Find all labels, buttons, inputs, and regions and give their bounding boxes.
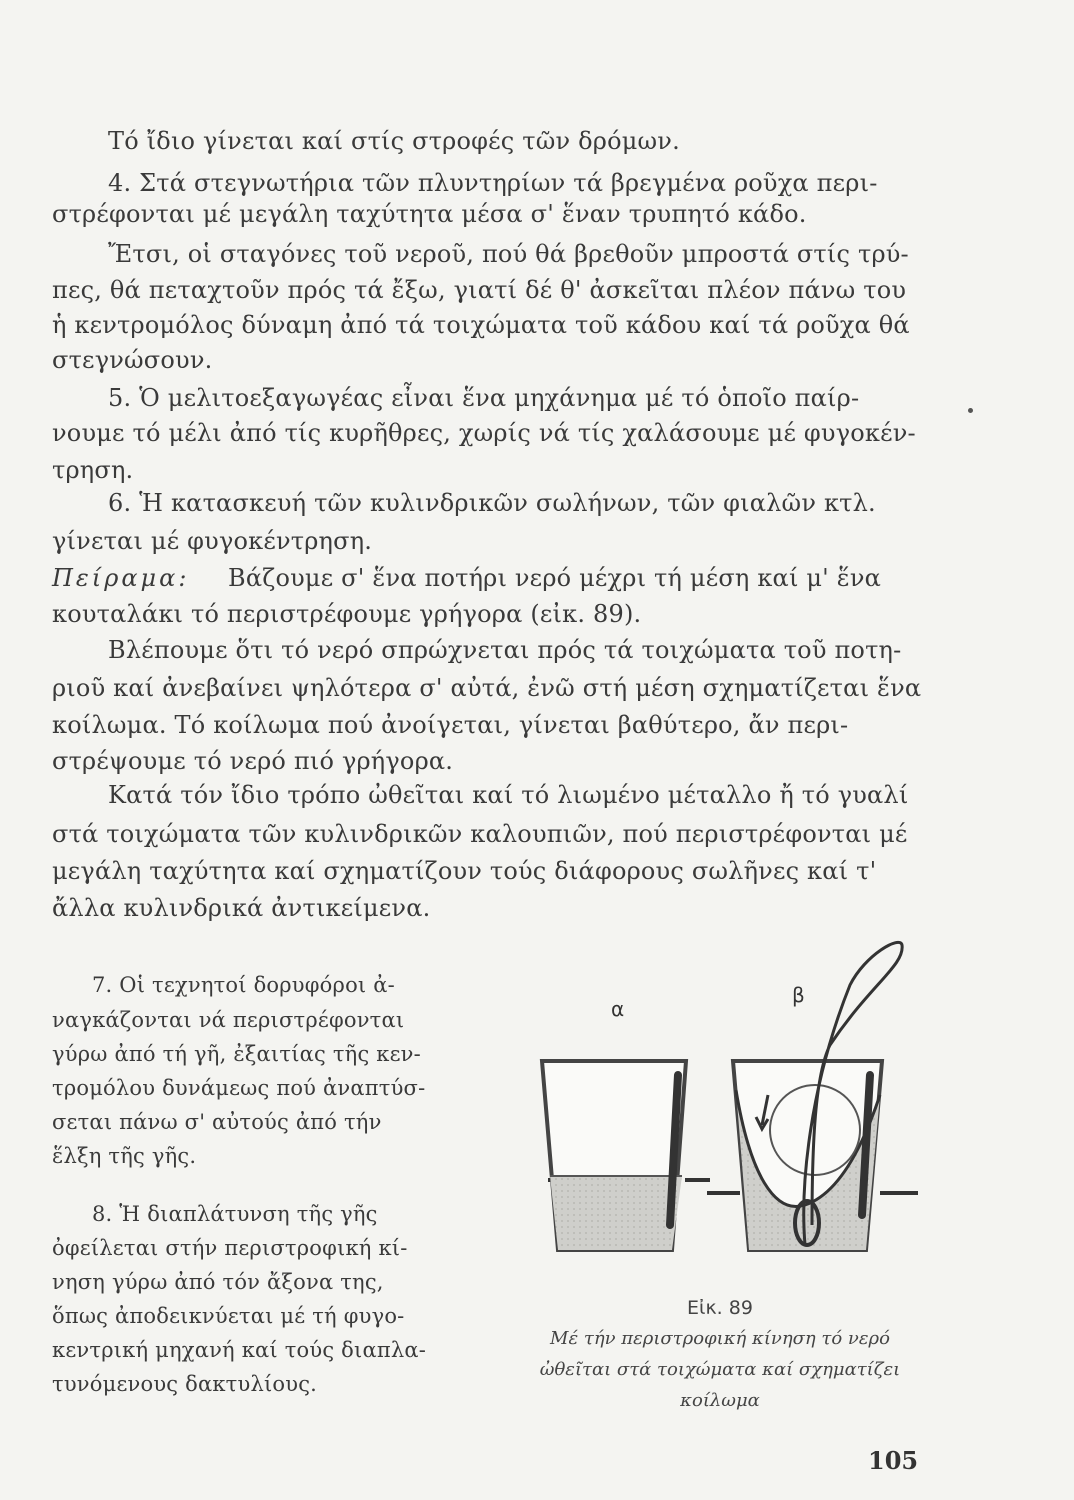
text-line: 5. Ὁ μελιτοεξαγωγέας εἶναι ἕνα μηχάνημα μέ τό ὁποῖο παίρ-: [108, 384, 860, 412]
figure-caption-line: κοίλωμα: [680, 1390, 760, 1411]
figure-caption-line: ὠθεῖται στά τοιχώματα καί σχηματίζει: [539, 1359, 901, 1380]
figure-caption-line: Μέ τήν περιστροφική κίνηση τό νερό: [550, 1328, 890, 1349]
figure-number: Εἰκ. 89: [687, 1297, 753, 1319]
text-line: ἄλλα κυλινδρικά ἀντικείμενα.: [52, 894, 431, 922]
text-line: κουταλάκι τό περιστρέφουμε γρήγορα (εἰκ. 89).: [52, 600, 642, 628]
text-line: Κατά τόν ἴδιο τρόπο ὠθεῖται καί τό λιωμένο μέταλλο ἤ τό γυαλί: [108, 781, 909, 809]
text-line: μεγάλη ταχύτητα καί σχηματίζουν τούς διάφορους σωλῆνες καί τ': [52, 857, 877, 885]
text-line: ἡ κεντρομόλος δύναμη ἀπό τά τοιχώματα τοῦ κάδου καί τά ροῦχα θά: [52, 311, 910, 339]
text-line: γίνεται μέ φυγοκέντρηση.: [52, 527, 373, 555]
column-line: τυνόμενους δακτυλίους.: [52, 1372, 318, 1396]
glass-a: [542, 1061, 710, 1250]
text-line: Τό ἴδιο γίνεται καί στίς στροφές τῶν δρόμων.: [108, 127, 680, 155]
figure-89: [500, 925, 940, 1415]
text-line: ριοῦ καί ἀνεβαίνει ψηλότερα σ' αὐτά, ἐνῶ στή μέση σχηματίζεται ἕνα: [52, 674, 922, 702]
text-line: κοίλωμα. Τό κοίλωμα πού ἀνοίγεται, γίνεται βαθύτερο, ἄν περι-: [52, 711, 849, 739]
figure-label-b: β: [792, 983, 805, 1007]
text-line: στά τοιχώματα τῶν κυλινδρικῶν καλουπιῶν, πού περιστρέφονται μέ: [52, 820, 908, 848]
column-line: τρομόλου δυνάμεως πού ἀναπτύσ-: [52, 1076, 426, 1100]
text-line: στρέφονται μέ μεγάλη ταχύτητα μέσα σ' ἕναν τρυπητό κάδο.: [52, 200, 807, 228]
figure-label-a: α: [611, 997, 625, 1021]
column-line: ὅπως ἀποδεικνύεται μέ τή φυγο-: [52, 1304, 405, 1328]
text-line: 6. Ἡ κατασκευή τῶν κυλινδρικῶν σωλήνων, τῶν φιαλῶν κτλ.: [108, 489, 876, 517]
column-line: σεται πάνω σ' αὐτούς ἀπό τήν: [52, 1110, 382, 1134]
column-line: κεντρική μηχανή καί τούς διαπλα-: [52, 1338, 427, 1362]
glass-illustration: [500, 925, 940, 1285]
experiment-label: Πείραμα:: [52, 564, 190, 592]
text-line: νουμε τό μέλι ἀπό τίς κυρῆθρες, χωρίς νά τίς χαλάσουμε μέ φυγοκέν-: [52, 419, 916, 447]
text-line: Βλέπουμε ὅτι τό νερό σπρώχνεται πρός τά τοιχώματα τοῦ ποτη-: [108, 636, 902, 664]
glass-b: [707, 942, 918, 1250]
print-speck: [968, 408, 973, 413]
text-line: 4. Στά στεγνωτήρια τῶν πλυντηρίων τά βρεγμένα ροῦχα περι-: [108, 169, 878, 197]
text-line: στεγνώσουν.: [52, 346, 213, 374]
column-line: νηση γύρω ἀπό τόν ἄξονα της,: [52, 1270, 384, 1294]
column-line: ἕλξη τῆς γῆς.: [52, 1144, 197, 1168]
column-line: ὀφείλεται στήν περιστροφική κί-: [52, 1236, 408, 1260]
text-line: πες, θά πεταχτοῦν πρός τά ἔξω, γιατί δέ θ' ἀσκεῖται πλέον πάνω του: [52, 276, 907, 304]
page-number: 105: [868, 1446, 919, 1475]
column-line: γύρω ἀπό τή γῆ, ἐξαιτίας τῆς κεν-: [52, 1042, 421, 1066]
column-line: ναγκάζονται νά περιστρέφονται: [52, 1008, 405, 1032]
text-line: στρέψουμε τό νερό πιό γρήγορα.: [52, 747, 454, 775]
text-line: Ἔτσι, οἱ σταγόνες τοῦ νεροῦ, πού θά βρεθοῦν μπροστά στίς τρύ-: [108, 240, 909, 268]
experiment-line: Πείραμα: Βάζουμε σ' ἕνα ποτήρι νερό μέχρι τή μέση καί μ' ἕνα: [0, 558, 1074, 598]
column-line: 7. Οἱ τεχνητοί δορυφόροι ἀ-: [92, 973, 395, 997]
text-line: τρηση.: [52, 456, 134, 484]
column-line: 8. Ἡ διαπλάτυνση τῆς γῆς: [92, 1202, 378, 1226]
